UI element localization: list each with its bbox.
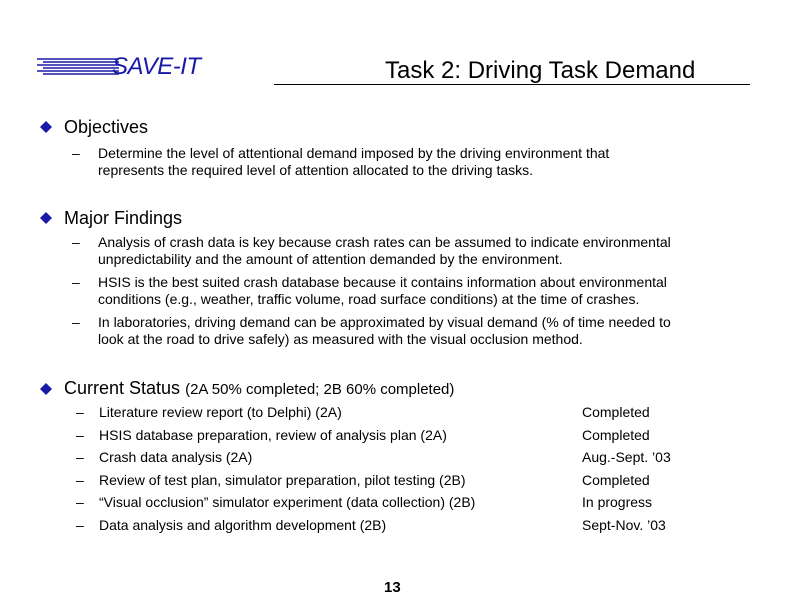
task-status: Completed	[582, 426, 650, 443]
finding-item: – Analysis of crash data is key because crash rates can be assumed to indicate environmental unpredictability and the amount of attention demanded by the environment.	[72, 234, 671, 267]
finding-item: – In laboratories, driving demand can be approximated by visual demand (% of time needed to look at the road to drive safely) as measured with the visual occlusion method.	[72, 314, 671, 347]
task-item: Crash data analysis (2A)	[99, 449, 253, 466]
dash-bullet: –	[72, 145, 80, 161]
status-list	[582, 401, 671, 537]
diamond-bullet-icon	[40, 212, 52, 224]
diamond-bullet-icon	[40, 121, 52, 133]
dash-bullet: –	[76, 516, 84, 533]
task-status: Sept-Nov. ’03	[582, 516, 666, 533]
status-dash-column	[76, 401, 84, 537]
dash-bullet: –	[76, 404, 84, 420]
dash-bullet: –	[72, 234, 80, 250]
task-item: Literature review report (to Delphi) (2A)	[99, 404, 342, 420]
dash-bullet: –	[72, 314, 80, 330]
dash-bullet: –	[76, 449, 84, 466]
task-item: Data analysis and algorithm development (2B)	[99, 516, 387, 533]
diamond-bullet-icon	[40, 383, 52, 395]
dash-bullet: –	[76, 426, 84, 443]
objectives-heading: Objectives	[64, 117, 149, 137]
finding-item: – HSIS is the best suited crash database because it contains information about environmental conditions (e.g., weather, traffic volume, road surface conditions) at the time of crashes.	[72, 274, 667, 307]
dash-bullet: –	[76, 471, 84, 488]
task-item: “Visual occlusion” simulator experiment (data collection) (2B)	[99, 494, 476, 511]
page-title: Task 2: Driving Task Demand	[385, 57, 696, 84]
task-list	[99, 401, 475, 537]
logo-text: SAVE-IT	[112, 53, 201, 80]
status-heading-label: Current Status	[64, 378, 181, 398]
task-status: Completed	[582, 471, 650, 488]
task-status: In progress	[582, 494, 653, 511]
objective-item: – Determine the level of attentional demand imposed by the driving environment that represents the required level of attention allocated to the driving tasks.	[72, 145, 610, 178]
task-item: HSIS database preparation, review of analysis plan (2A)	[99, 426, 447, 443]
task-status: Completed	[582, 404, 650, 420]
page-number: 13	[384, 579, 401, 596]
task-item: Review of test plan, simulator preparation, pilot testing (2B)	[99, 471, 466, 488]
dash-bullet: –	[72, 274, 80, 290]
speed-lines-icon	[37, 56, 119, 76]
task-status: Aug.-Sept. ’03	[582, 449, 671, 466]
status-heading	[64, 378, 454, 399]
dash-bullet: –	[76, 494, 84, 511]
findings-heading: Major Findings	[64, 208, 183, 228]
status-heading-note: (2A 50% completed; 2B 60% completed)	[185, 381, 455, 398]
